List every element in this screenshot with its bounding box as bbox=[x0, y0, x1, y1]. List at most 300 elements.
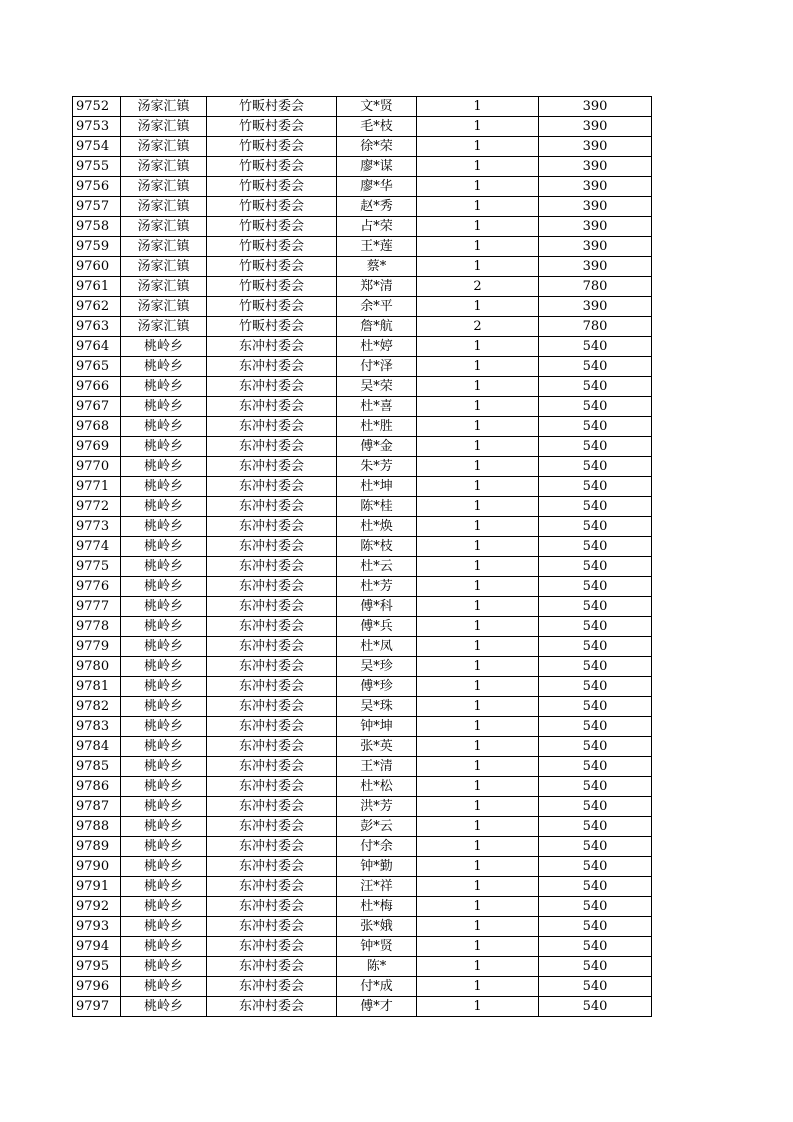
table-row bbox=[73, 877, 652, 897]
name-cell: 吴*珍 bbox=[337, 657, 417, 677]
table-row bbox=[73, 417, 652, 437]
amount-cell: 540 bbox=[539, 797, 652, 817]
village-committee-cell: 东冲村委会 bbox=[207, 837, 337, 857]
count-cell: 1 bbox=[417, 757, 539, 777]
record-id-cell: 9794 bbox=[73, 937, 121, 957]
record-id-cell: 9772 bbox=[73, 497, 121, 517]
amount-cell: 540 bbox=[539, 437, 652, 457]
village-committee-cell: 竹畈村委会 bbox=[207, 277, 337, 297]
amount-cell: 540 bbox=[539, 637, 652, 657]
amount-cell: 540 bbox=[539, 337, 652, 357]
amount-cell: 390 bbox=[539, 297, 652, 317]
name-cell: 王*莲 bbox=[337, 237, 417, 257]
record-id-cell: 9773 bbox=[73, 517, 121, 537]
count-cell: 1 bbox=[417, 117, 539, 137]
name-cell: 钟*勤 bbox=[337, 857, 417, 877]
name-cell: 杜*焕 bbox=[337, 517, 417, 537]
table-row bbox=[73, 537, 652, 557]
name-cell: 杜*松 bbox=[337, 777, 417, 797]
record-id-cell: 9777 bbox=[73, 597, 121, 617]
table-row bbox=[73, 797, 652, 817]
name-cell: 吴*荣 bbox=[337, 377, 417, 397]
amount-cell: 390 bbox=[539, 97, 652, 117]
record-id-cell: 9796 bbox=[73, 977, 121, 997]
village-committee-cell: 竹畈村委会 bbox=[207, 197, 337, 217]
amount-cell: 780 bbox=[539, 277, 652, 297]
town-cell: 桃岭乡 bbox=[121, 337, 207, 357]
town-cell: 汤家汇镇 bbox=[121, 277, 207, 297]
count-cell: 1 bbox=[417, 737, 539, 757]
name-cell: 赵*秀 bbox=[337, 197, 417, 217]
record-id-cell: 9791 bbox=[73, 877, 121, 897]
amount-cell: 390 bbox=[539, 177, 652, 197]
record-table-body bbox=[73, 97, 652, 1017]
village-committee-cell: 东冲村委会 bbox=[207, 957, 337, 977]
record-id-cell: 9785 bbox=[73, 757, 121, 777]
count-cell: 1 bbox=[417, 897, 539, 917]
name-cell: 詹*航 bbox=[337, 317, 417, 337]
count-cell: 1 bbox=[417, 357, 539, 377]
record-id-cell: 9754 bbox=[73, 137, 121, 157]
record-id-cell: 9756 bbox=[73, 177, 121, 197]
village-committee-cell: 东冲村委会 bbox=[207, 737, 337, 757]
count-cell: 1 bbox=[417, 537, 539, 557]
count-cell: 1 bbox=[417, 957, 539, 977]
amount-cell: 540 bbox=[539, 577, 652, 597]
record-id-cell: 9755 bbox=[73, 157, 121, 177]
table-row bbox=[73, 397, 652, 417]
village-committee-cell: 东冲村委会 bbox=[207, 857, 337, 877]
name-cell: 张*英 bbox=[337, 737, 417, 757]
table-row bbox=[73, 697, 652, 717]
name-cell: 王*清 bbox=[337, 757, 417, 777]
village-committee-cell: 竹畈村委会 bbox=[207, 317, 337, 337]
town-cell: 桃岭乡 bbox=[121, 897, 207, 917]
record-id-cell: 9767 bbox=[73, 397, 121, 417]
table-row bbox=[73, 897, 652, 917]
village-committee-cell: 东冲村委会 bbox=[207, 997, 337, 1017]
record-id-cell: 9764 bbox=[73, 337, 121, 357]
village-committee-cell: 东冲村委会 bbox=[207, 337, 337, 357]
town-cell: 桃岭乡 bbox=[121, 557, 207, 577]
town-cell: 汤家汇镇 bbox=[121, 177, 207, 197]
table-row bbox=[73, 817, 652, 837]
amount-cell: 540 bbox=[539, 857, 652, 877]
village-committee-cell: 竹畈村委会 bbox=[207, 117, 337, 137]
table-row bbox=[73, 457, 652, 477]
amount-cell: 540 bbox=[539, 417, 652, 437]
name-cell: 吴*珠 bbox=[337, 697, 417, 717]
village-committee-cell: 东冲村委会 bbox=[207, 717, 337, 737]
town-cell: 桃岭乡 bbox=[121, 837, 207, 857]
village-committee-cell: 东冲村委会 bbox=[207, 657, 337, 677]
village-committee-cell: 东冲村委会 bbox=[207, 897, 337, 917]
town-cell: 桃岭乡 bbox=[121, 357, 207, 377]
record-id-cell: 9766 bbox=[73, 377, 121, 397]
amount-cell: 540 bbox=[539, 477, 652, 497]
record-id-cell: 9797 bbox=[73, 997, 121, 1017]
town-cell: 桃岭乡 bbox=[121, 597, 207, 617]
amount-cell: 390 bbox=[539, 257, 652, 277]
count-cell: 1 bbox=[417, 197, 539, 217]
count-cell: 1 bbox=[417, 497, 539, 517]
name-cell: 杜*凤 bbox=[337, 637, 417, 657]
amount-cell: 540 bbox=[539, 757, 652, 777]
town-cell: 桃岭乡 bbox=[121, 797, 207, 817]
record-id-cell: 9761 bbox=[73, 277, 121, 297]
village-committee-cell: 东冲村委会 bbox=[207, 617, 337, 637]
village-committee-cell: 东冲村委会 bbox=[207, 697, 337, 717]
town-cell: 汤家汇镇 bbox=[121, 217, 207, 237]
name-cell: 傅*金 bbox=[337, 437, 417, 457]
village-committee-cell: 竹畈村委会 bbox=[207, 237, 337, 257]
count-cell: 1 bbox=[417, 137, 539, 157]
record-id-cell: 9769 bbox=[73, 437, 121, 457]
table-row bbox=[73, 157, 652, 177]
village-committee-cell: 东冲村委会 bbox=[207, 937, 337, 957]
town-cell: 桃岭乡 bbox=[121, 937, 207, 957]
village-committee-cell: 东冲村委会 bbox=[207, 537, 337, 557]
amount-cell: 540 bbox=[539, 397, 652, 417]
town-cell: 桃岭乡 bbox=[121, 637, 207, 657]
record-id-cell: 9781 bbox=[73, 677, 121, 697]
town-cell: 桃岭乡 bbox=[121, 757, 207, 777]
village-committee-cell: 东冲村委会 bbox=[207, 397, 337, 417]
name-cell: 彭*云 bbox=[337, 817, 417, 837]
count-cell: 1 bbox=[417, 777, 539, 797]
town-cell: 桃岭乡 bbox=[121, 377, 207, 397]
town-cell: 桃岭乡 bbox=[121, 777, 207, 797]
name-cell: 杜*梅 bbox=[337, 897, 417, 917]
table-row bbox=[73, 717, 652, 737]
count-cell: 1 bbox=[417, 297, 539, 317]
table-row bbox=[73, 657, 652, 677]
table-row bbox=[73, 777, 652, 797]
amount-cell: 540 bbox=[539, 377, 652, 397]
count-cell: 1 bbox=[417, 697, 539, 717]
name-cell: 付*泽 bbox=[337, 357, 417, 377]
village-committee-cell: 东冲村委会 bbox=[207, 477, 337, 497]
record-id-cell: 9784 bbox=[73, 737, 121, 757]
village-committee-cell: 东冲村委会 bbox=[207, 877, 337, 897]
town-cell: 汤家汇镇 bbox=[121, 97, 207, 117]
count-cell: 1 bbox=[417, 977, 539, 997]
table-row bbox=[73, 377, 652, 397]
record-id-cell: 9778 bbox=[73, 617, 121, 637]
amount-cell: 540 bbox=[539, 597, 652, 617]
record-id-cell: 9765 bbox=[73, 357, 121, 377]
amount-cell: 540 bbox=[539, 517, 652, 537]
table-row bbox=[73, 837, 652, 857]
count-cell: 1 bbox=[417, 597, 539, 617]
count-cell: 1 bbox=[417, 257, 539, 277]
table-row bbox=[73, 597, 652, 617]
town-cell: 汤家汇镇 bbox=[121, 257, 207, 277]
record-id-cell: 9782 bbox=[73, 697, 121, 717]
town-cell: 桃岭乡 bbox=[121, 717, 207, 737]
name-cell: 汪*祥 bbox=[337, 877, 417, 897]
amount-cell: 390 bbox=[539, 137, 652, 157]
table-row bbox=[73, 577, 652, 597]
amount-cell: 540 bbox=[539, 997, 652, 1017]
count-cell: 1 bbox=[417, 637, 539, 657]
village-committee-cell: 竹畈村委会 bbox=[207, 137, 337, 157]
count-cell: 1 bbox=[417, 857, 539, 877]
table-row bbox=[73, 477, 652, 497]
table-row bbox=[73, 277, 652, 297]
town-cell: 桃岭乡 bbox=[121, 877, 207, 897]
amount-cell: 390 bbox=[539, 237, 652, 257]
village-committee-cell: 竹畈村委会 bbox=[207, 217, 337, 237]
table-row bbox=[73, 317, 652, 337]
table-row bbox=[73, 97, 652, 117]
town-cell: 汤家汇镇 bbox=[121, 137, 207, 157]
town-cell: 桃岭乡 bbox=[121, 657, 207, 677]
village-committee-cell: 东冲村委会 bbox=[207, 437, 337, 457]
name-cell: 傅*科 bbox=[337, 597, 417, 617]
table-row bbox=[73, 137, 652, 157]
amount-cell: 540 bbox=[539, 497, 652, 517]
town-cell: 桃岭乡 bbox=[121, 617, 207, 637]
count-cell: 1 bbox=[417, 717, 539, 737]
village-committee-cell: 东冲村委会 bbox=[207, 757, 337, 777]
village-committee-cell: 东冲村委会 bbox=[207, 557, 337, 577]
record-id-cell: 9779 bbox=[73, 637, 121, 657]
town-cell: 汤家汇镇 bbox=[121, 117, 207, 137]
count-cell: 1 bbox=[417, 937, 539, 957]
name-cell: 陈*枝 bbox=[337, 537, 417, 557]
count-cell: 1 bbox=[417, 377, 539, 397]
record-id-cell: 9758 bbox=[73, 217, 121, 237]
amount-cell: 540 bbox=[539, 837, 652, 857]
amount-cell: 540 bbox=[539, 677, 652, 697]
name-cell: 杜*喜 bbox=[337, 397, 417, 417]
table-row bbox=[73, 997, 652, 1017]
record-id-cell: 9780 bbox=[73, 657, 121, 677]
table-row bbox=[73, 337, 652, 357]
village-committee-cell: 东冲村委会 bbox=[207, 977, 337, 997]
name-cell: 郑*清 bbox=[337, 277, 417, 297]
count-cell: 1 bbox=[417, 997, 539, 1017]
record-table bbox=[72, 96, 652, 1017]
record-id-cell: 9787 bbox=[73, 797, 121, 817]
record-id-cell: 9760 bbox=[73, 257, 121, 277]
name-cell: 陈*桂 bbox=[337, 497, 417, 517]
table-row bbox=[73, 677, 652, 697]
name-cell: 朱*芳 bbox=[337, 457, 417, 477]
town-cell: 汤家汇镇 bbox=[121, 317, 207, 337]
count-cell: 1 bbox=[417, 177, 539, 197]
count-cell: 1 bbox=[417, 817, 539, 837]
amount-cell: 540 bbox=[539, 937, 652, 957]
count-cell: 1 bbox=[417, 657, 539, 677]
table-row bbox=[73, 977, 652, 997]
table-row bbox=[73, 177, 652, 197]
table-row bbox=[73, 757, 652, 777]
name-cell: 傅*珍 bbox=[337, 677, 417, 697]
amount-cell: 540 bbox=[539, 917, 652, 937]
amount-cell: 780 bbox=[539, 317, 652, 337]
amount-cell: 540 bbox=[539, 977, 652, 997]
name-cell: 廖*谋 bbox=[337, 157, 417, 177]
village-committee-cell: 东冲村委会 bbox=[207, 817, 337, 837]
name-cell: 钟*贤 bbox=[337, 937, 417, 957]
town-cell: 桃岭乡 bbox=[121, 977, 207, 997]
count-cell: 1 bbox=[417, 397, 539, 417]
record-id-cell: 9774 bbox=[73, 537, 121, 557]
name-cell: 毛*枝 bbox=[337, 117, 417, 137]
count-cell: 1 bbox=[417, 217, 539, 237]
count-cell: 1 bbox=[417, 877, 539, 897]
town-cell: 桃岭乡 bbox=[121, 737, 207, 757]
count-cell: 1 bbox=[417, 237, 539, 257]
record-id-cell: 9789 bbox=[73, 837, 121, 857]
table-row bbox=[73, 637, 652, 657]
amount-cell: 540 bbox=[539, 697, 652, 717]
record-id-cell: 9788 bbox=[73, 817, 121, 837]
amount-cell: 540 bbox=[539, 657, 652, 677]
count-cell: 1 bbox=[417, 677, 539, 697]
record-id-cell: 9783 bbox=[73, 717, 121, 737]
table-row bbox=[73, 197, 652, 217]
count-cell: 1 bbox=[417, 837, 539, 857]
name-cell: 洪*芳 bbox=[337, 797, 417, 817]
count-cell: 1 bbox=[417, 917, 539, 937]
count-cell: 2 bbox=[417, 317, 539, 337]
village-committee-cell: 东冲村委会 bbox=[207, 377, 337, 397]
name-cell: 杜*胜 bbox=[337, 417, 417, 437]
record-id-cell: 9759 bbox=[73, 237, 121, 257]
amount-cell: 540 bbox=[539, 897, 652, 917]
town-cell: 桃岭乡 bbox=[121, 857, 207, 877]
village-committee-cell: 东冲村委会 bbox=[207, 597, 337, 617]
amount-cell: 390 bbox=[539, 217, 652, 237]
name-cell: 廖*华 bbox=[337, 177, 417, 197]
table-row bbox=[73, 917, 652, 937]
name-cell: 杜*云 bbox=[337, 557, 417, 577]
village-committee-cell: 东冲村委会 bbox=[207, 577, 337, 597]
record-id-cell: 9792 bbox=[73, 897, 121, 917]
village-committee-cell: 东冲村委会 bbox=[207, 677, 337, 697]
record-id-cell: 9757 bbox=[73, 197, 121, 217]
count-cell: 1 bbox=[417, 437, 539, 457]
count-cell: 1 bbox=[417, 517, 539, 537]
count-cell: 1 bbox=[417, 797, 539, 817]
table-row bbox=[73, 237, 652, 257]
count-cell: 1 bbox=[417, 417, 539, 437]
village-committee-cell: 东冲村委会 bbox=[207, 517, 337, 537]
village-committee-cell: 竹畈村委会 bbox=[207, 157, 337, 177]
name-cell: 傅*兵 bbox=[337, 617, 417, 637]
town-cell: 桃岭乡 bbox=[121, 497, 207, 517]
name-cell: 徐*荣 bbox=[337, 137, 417, 157]
record-id-cell: 9793 bbox=[73, 917, 121, 937]
amount-cell: 540 bbox=[539, 717, 652, 737]
town-cell: 桃岭乡 bbox=[121, 437, 207, 457]
record-id-cell: 9795 bbox=[73, 957, 121, 977]
name-cell: 蔡* bbox=[337, 257, 417, 277]
name-cell: 文*贤 bbox=[337, 97, 417, 117]
amount-cell: 540 bbox=[539, 737, 652, 757]
count-cell: 1 bbox=[417, 457, 539, 477]
town-cell: 桃岭乡 bbox=[121, 397, 207, 417]
table-row bbox=[73, 497, 652, 517]
table-row bbox=[73, 517, 652, 537]
village-committee-cell: 东冲村委会 bbox=[207, 497, 337, 517]
amount-cell: 540 bbox=[539, 817, 652, 837]
table-row bbox=[73, 557, 652, 577]
town-cell: 桃岭乡 bbox=[121, 697, 207, 717]
name-cell: 杜*婷 bbox=[337, 337, 417, 357]
amount-cell: 540 bbox=[539, 537, 652, 557]
record-id-cell: 9753 bbox=[73, 117, 121, 137]
town-cell: 汤家汇镇 bbox=[121, 297, 207, 317]
record-id-cell: 9770 bbox=[73, 457, 121, 477]
village-committee-cell: 东冲村委会 bbox=[207, 357, 337, 377]
name-cell: 付*成 bbox=[337, 977, 417, 997]
name-cell: 余*平 bbox=[337, 297, 417, 317]
village-committee-cell: 竹畈村委会 bbox=[207, 297, 337, 317]
table-row bbox=[73, 857, 652, 877]
count-cell: 1 bbox=[417, 577, 539, 597]
record-id-cell: 9786 bbox=[73, 777, 121, 797]
record-id-cell: 9763 bbox=[73, 317, 121, 337]
record-id-cell: 9752 bbox=[73, 97, 121, 117]
village-committee-cell: 东冲村委会 bbox=[207, 637, 337, 657]
count-cell: 1 bbox=[417, 557, 539, 577]
town-cell: 汤家汇镇 bbox=[121, 197, 207, 217]
name-cell: 陈* bbox=[337, 957, 417, 977]
town-cell: 桃岭乡 bbox=[121, 817, 207, 837]
town-cell: 桃岭乡 bbox=[121, 537, 207, 557]
name-cell: 杜*芳 bbox=[337, 577, 417, 597]
village-committee-cell: 东冲村委会 bbox=[207, 457, 337, 477]
amount-cell: 540 bbox=[539, 877, 652, 897]
amount-cell: 390 bbox=[539, 157, 652, 177]
name-cell: 张*娥 bbox=[337, 917, 417, 937]
amount-cell: 540 bbox=[539, 957, 652, 977]
town-cell: 桃岭乡 bbox=[121, 997, 207, 1017]
name-cell: 占*荣 bbox=[337, 217, 417, 237]
town-cell: 桃岭乡 bbox=[121, 917, 207, 937]
table-row bbox=[73, 357, 652, 377]
town-cell: 桃岭乡 bbox=[121, 517, 207, 537]
town-cell: 桃岭乡 bbox=[121, 677, 207, 697]
table-row bbox=[73, 937, 652, 957]
count-cell: 2 bbox=[417, 277, 539, 297]
town-cell: 桃岭乡 bbox=[121, 577, 207, 597]
amount-cell: 540 bbox=[539, 777, 652, 797]
count-cell: 1 bbox=[417, 337, 539, 357]
table-row bbox=[73, 957, 652, 977]
village-committee-cell: 东冲村委会 bbox=[207, 797, 337, 817]
name-cell: 付*余 bbox=[337, 837, 417, 857]
village-committee-cell: 竹畈村委会 bbox=[207, 97, 337, 117]
amount-cell: 540 bbox=[539, 617, 652, 637]
village-committee-cell: 东冲村委会 bbox=[207, 777, 337, 797]
record-id-cell: 9776 bbox=[73, 577, 121, 597]
table-row bbox=[73, 297, 652, 317]
village-committee-cell: 竹畈村委会 bbox=[207, 177, 337, 197]
count-cell: 1 bbox=[417, 157, 539, 177]
amount-cell: 390 bbox=[539, 117, 652, 137]
name-cell: 钟*坤 bbox=[337, 717, 417, 737]
count-cell: 1 bbox=[417, 97, 539, 117]
amount-cell: 540 bbox=[539, 357, 652, 377]
record-id-cell: 9775 bbox=[73, 557, 121, 577]
name-cell: 杜*坤 bbox=[337, 477, 417, 497]
town-cell: 汤家汇镇 bbox=[121, 237, 207, 257]
